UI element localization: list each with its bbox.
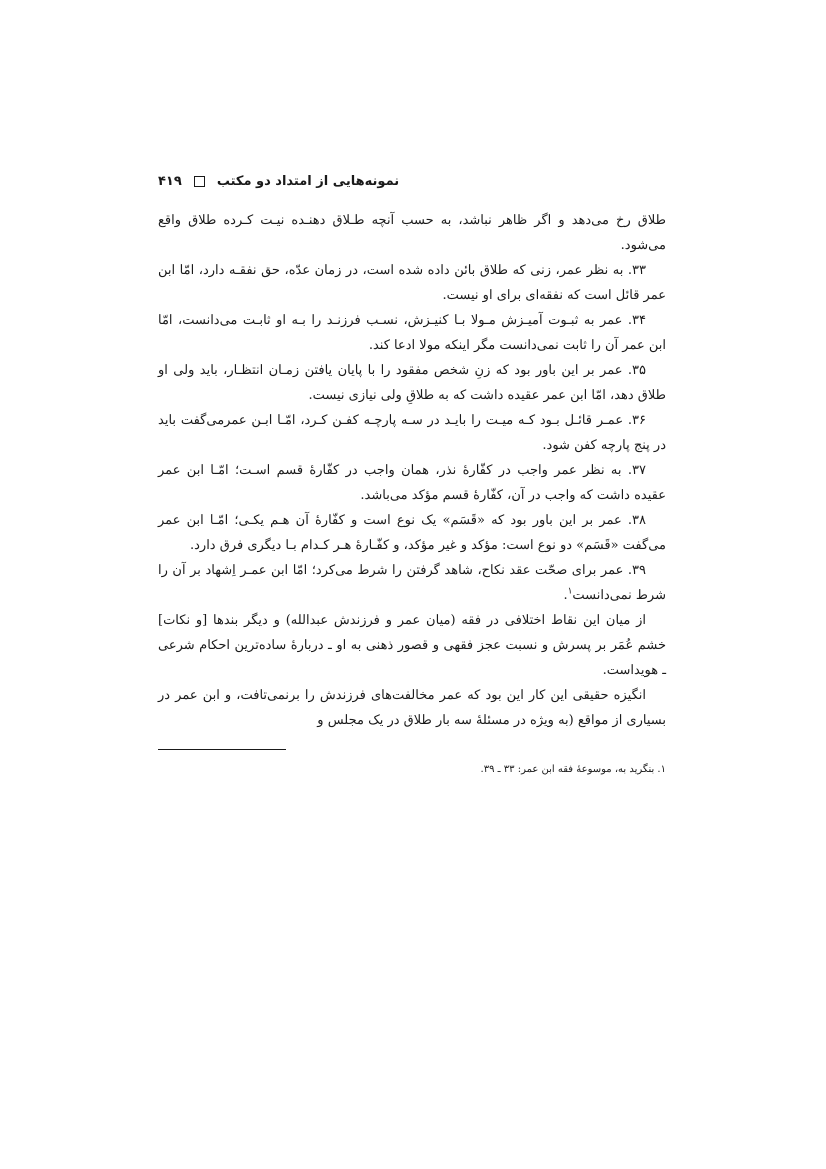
body-text [158,208,666,733]
footnote: ۱. بنگرید به، موسوعهٔ فقه ابن عمر: ۳۳ ـ ۳۹. [480,764,666,775]
paragraph-summary: از میان این نقاط اختلافی در فقه (میان عمر و فرزندش عبدالله) و دیگر بندها [و نکات] خشم عُمَر بر پسرش و نسبت عجز فقهی و قصور ذهنی به او ـ دربارهٔ ساده‌ترین احکام شرعی ـ هویداست. [158,613,666,678]
paragraph-item-37: ۳۷. به نظر عمر واجب در کفّارهٔ نذر، همان واجب در کفّارهٔ قسم اسـت؛ امّـا ابن عمر عقیده داشت که واجب در آن، کفّارهٔ قسم مؤکد می‌باشد. [158,463,666,503]
header-title: نمونه‌هایی از امتداد دو مکتب [216,173,400,189]
paragraph-item-33: ۳۳. به نظر عمر، زنی که طلاق بائن داده شده است، در زمان عدّه، حق نفقـه دارد، امّا ابن عمر قائل است که نفقه‌ای برای او نیست. [158,263,666,303]
paragraph-item-36: ۳۶. عمـر قائـل بـود کـه میـت را بایـد در سـه پارچـه کفـن کـرد، امّـا ابـن عمرمی‌گفت باید در پنج پارچه کفن شود. [158,413,666,453]
paragraph-motivation: انگیزه حقیقی این کار این بود که عمر مخالفت‌های فرزندش را برنمی‌تافت، و ابن عمر در بسیاری از مواقع (به ویژه در مسئلهٔ سه بار طلاق در یک مجلس و [158,688,666,728]
paragraph-item-39-text: ۳۹. عمر برای صحّت عقد نکاح، شاهد گرفتن را شرط می‌کرد؛ امّا ابن عمـر اِشهاد بر آن را شرط نمی‌دانست [158,563,666,603]
footnote-divider [158,749,286,750]
paragraph-item-38: ۳۸. عمر بر این باور بود که «قَسَم» یک نوع است و کفّارهٔ آن هـم یکـی؛ امّـا ابن عمر می‌گفت «قَسَم» دو نوع است: مؤکد و غیر مؤکد، و کفّـارهٔ هـر کـدام بـا دیگری فرق دارد. [158,513,666,553]
page-number: ۴۱۹ [158,173,182,189]
paragraph-continuation: طلاق رخ می‌دهد و اگر ظاهر نباشد، به حسب آنچه طـلاق دهنـده نیـت کـرده طلاق واقع می‌شود. [158,213,666,253]
running-header [158,168,666,194]
paragraph-item-35: ۳۵. عمر بر این باور بود که زنِ شخص مفقود را با پایان یافتن زمـان انتظـار، باید ولی او طلاق دهد، امّا ابن عمر عقیده داشت که به طلاقِ ولی نیازی نیست. [158,363,666,403]
document-page [158,168,666,778]
paragraph-item-39: ۳۹. عمر برای صحّت عقد نکاح، شاهد گرفتن را شرط می‌کرد؛ امّا ابن عمـر اِشهاد بر آن را شرط نمی‌دانست$^۱$. [158,563,666,603]
square-box-icon [194,176,205,187]
paragraph-item-34: ۳۴. عمر به ثبـوت آمیـزش مـولا بـا کنیـزش، نسـب فرزنـد را بـه او ثابـت می‌دانست، امّا ابن عمر آن را ثابت نمی‌دانست مگر اینکه مولا ادعا کند. [158,313,666,353]
footnote-reference[interactable]: ۱ [567,586,573,597]
